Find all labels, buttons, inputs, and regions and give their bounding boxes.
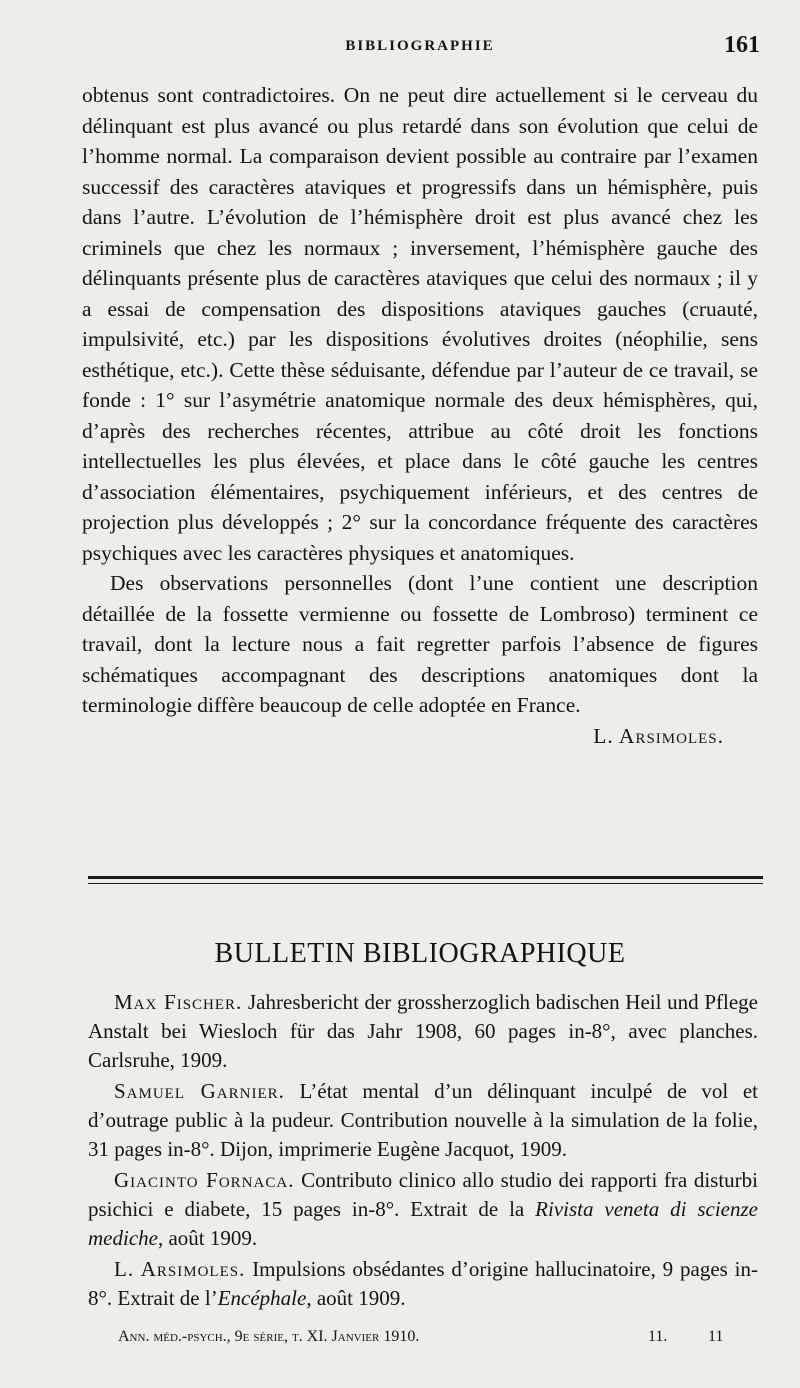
review-body (82, 80, 758, 751)
printer-signature-mark: 11. (648, 1328, 668, 1345)
bulletin-entry-garnier (88, 1077, 758, 1164)
printer-signature-mark: 11 (708, 1328, 724, 1345)
entry-text-end: , août 1909. (306, 1286, 406, 1310)
entry-journal-title: Encéphale (217, 1286, 307, 1310)
bulletin-heading: BULLETIN BIBLIOGRAPHIQUE (214, 938, 626, 969)
section-divider-thin (88, 883, 763, 884)
bulletin-entry-fischer (88, 988, 758, 1075)
running-head (80, 30, 760, 70)
entry-text: Impulsions obsédantes d’origine hallucinatoire, 9 pages in-8°. Extrait de l’ (88, 1257, 758, 1310)
entry-author: Giacinto Fornaca. (114, 1168, 295, 1192)
entry-journal-title: Rivista veneta di scienze mediche (88, 1197, 758, 1250)
page-number: 161 (724, 32, 760, 58)
review-paragraph-2: Des observations personnelles (dont l’une contient une description détaillée de la fossette vermienne ou fossette de Lombroso) terminent ce travail, dont la lecture nous a fait regretter parfois l’absence de figures schématiques accompagnant des descriptions anatomiques dont la terminologie diffère beaucoup de celle adoptée en France. (82, 571, 758, 717)
page-footer (118, 1328, 738, 1354)
entry-text: L’état mental d’un délinquant inculpé de vol et d’outrage public à la pudeur. Contribution nouvelle à la simulation de la folie, 31 pages in-8°. Dijon, imprimerie Eugène Jacquot, 1909. (88, 1079, 758, 1161)
running-title: BIBLIOGRAPHIE (345, 38, 495, 54)
entry-author: Max Fischer. (114, 990, 243, 1014)
entry-text: Jahresbericht der grossherzoglich badischen Heil und Pflege Anstalt bei Wiesloch für das Jahr 1908, 60 pages in-8°, avec planches. Carlsruhe, 1909. (88, 990, 758, 1072)
bulletin-entry-arsimoles (88, 1255, 758, 1313)
section-divider-thick (88, 876, 763, 879)
bulletin-entry-fornaca (88, 1166, 758, 1253)
entry-author: L. Arsimoles. (114, 1257, 246, 1281)
review-paragraph-1: obtenus sont contradictoires. On ne peut dire actuellement si le cerveau du délinquant est plus avancé ou plus retardé dans son évolution que celui de l’homme normal. La comparaison devient possible au contraire par l’examen successif des caractères ataviques et progressifs dans un hémisphère, puis dans l’autre. L’évolution de l’hémisphère droit est plus avancé chez les criminels que chez les normaux ; inversement, l’hémisphère gauche des délinquants présente plus de caractères ataviques que celui des normaux ; il y a essai de compensation des dispositions ataviques gauches (cruauté, impulsivité, etc.) par les dispositions évolutives droites (néophilie, sens esthétique, etc.). Cette thèse séduisante, défendue par l’auteur de ce travail, se fonde : 1° sur l’asymétrie anatomique normale des deux hémisphères, qui, d’après des recherches récentes, attribue au côté droit les fonctions intellectuelles les plus élevées, et place dans le côté gauche les centres d’association élémentaires, psychiquement inférieurs, et des centres de projection plus développés ; 2° sur la concordance fréquente des caractères psychiques avec les caractères physiques et anatomiques. (82, 83, 758, 565)
entry-text-end: , août 1909. (157, 1226, 258, 1250)
bulletin-list (88, 988, 758, 1315)
entry-author: Samuel Garnier. (114, 1079, 285, 1103)
footer-citation: Ann. méd.-psych., 9e série, t. XI. Janvier 1910. (118, 1328, 420, 1345)
review-signature: L. Arsimoles. (593, 723, 724, 748)
entry-text: Contributo clinico allo studio dei rapporti fra disturbi psichici e diabete, 15 pages in-8°. Extrait de la (88, 1168, 758, 1221)
